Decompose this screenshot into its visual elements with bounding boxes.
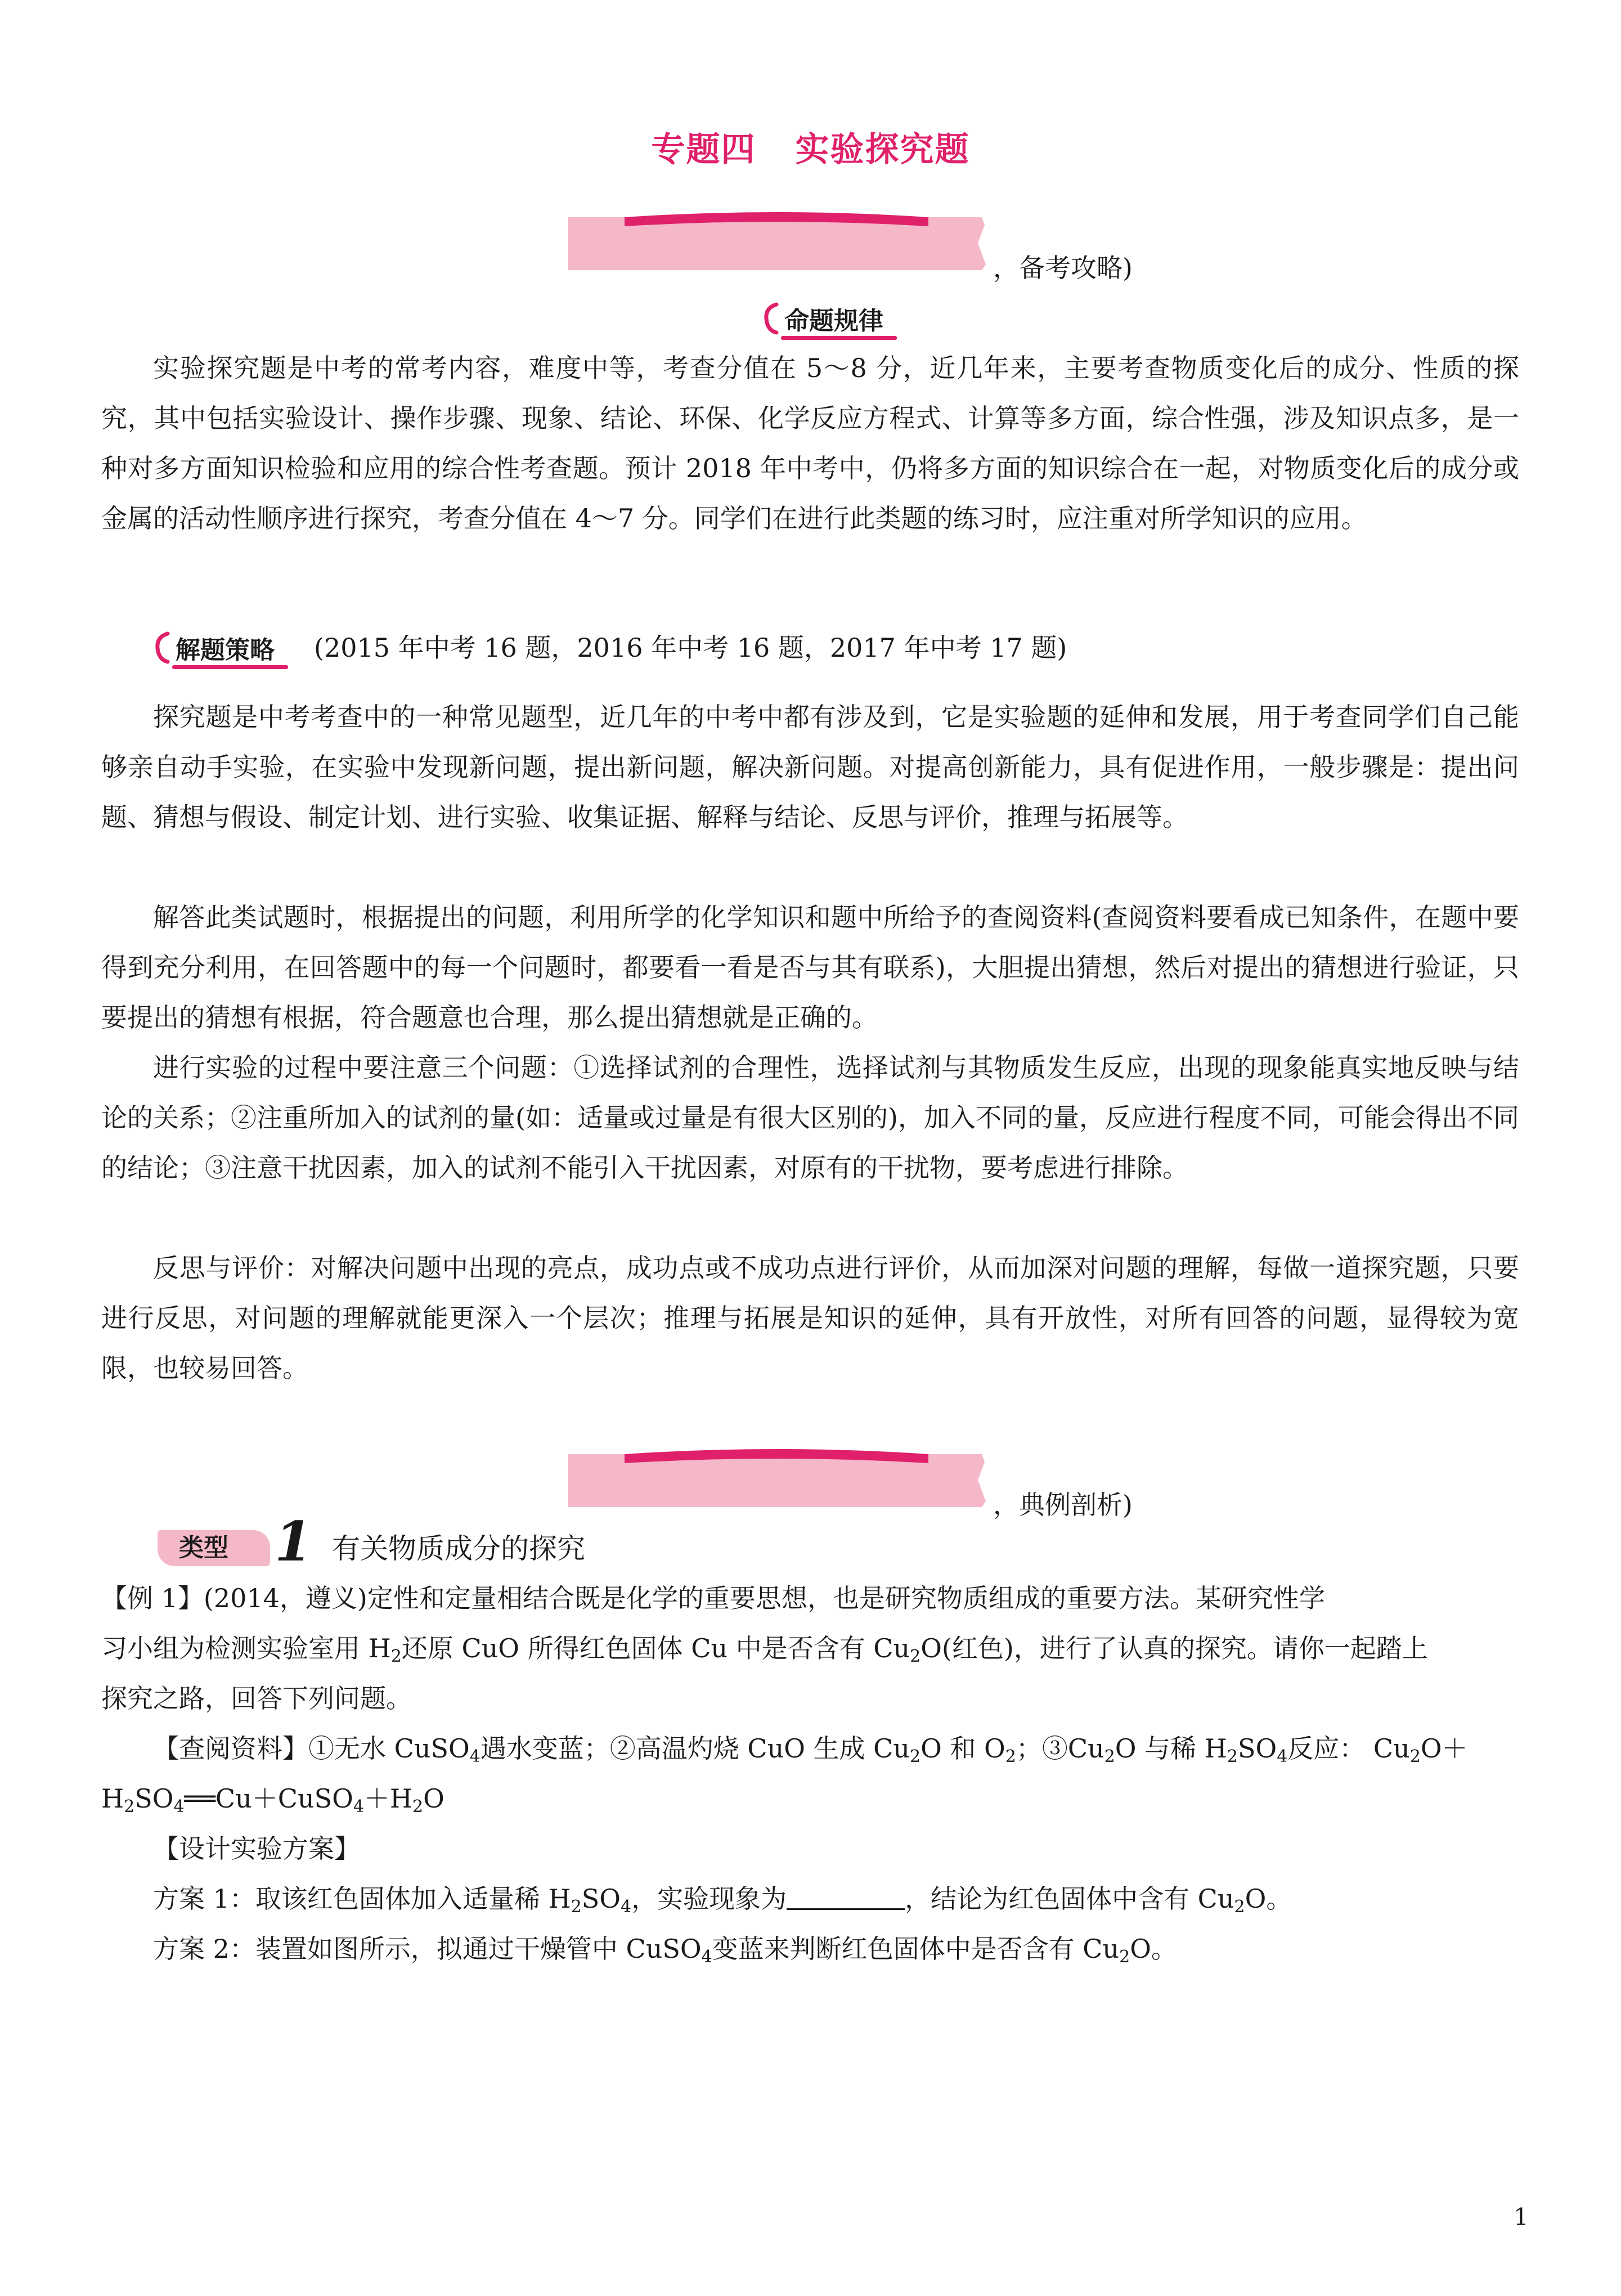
section-banner-prep xyxy=(563,209,990,277)
reaction-equation: $H_2SO_4══Cu+CuSO_4+H_2O$ xyxy=(101,1783,444,1817)
paragraph-strategy-3: 进行实验的过程中要注意三个问题：①选择试剂的合理性，选择试剂与其物质发生反应，出现的现象能真实地反映与结论的关系；②注重所加入的试剂的量(如：适量或过量是有很大区别的)，加入不同的量，反应进行程度不同，可能会得出不同的结论；③注意干扰因素，加入的试剂不能引入干扰因素，对原有的干扰物，要考虑进行排除。 xyxy=(101,1052,1519,1183)
banner-ribbon-icon xyxy=(563,209,990,277)
tag-mingti-guilu xyxy=(764,301,887,336)
paragraph-rule: 实验探究题是中考的常考内容，难度中等，考查分值在 5～8 分，近几年来，主要考查物质变化后的成分、性质的探究，其中包括实验设计、操作步骤、现象、结论、环保、化学反应方程式、计算等多方面，综合性强，涉及知识点多，是一种对多方面知识检验和应用的综合性考查题。预计 2018 年中考中，仍将多方面的知识综合在一起，对物质变化后的成分或金属的活动性顺序进行探究，考查分值在 4～7 分。同学们在进行此类题的练习时，应注重对所学知识的应用。 xyxy=(101,353,1519,533)
title-part-1: 专题四 xyxy=(651,130,756,169)
strategy-exam-note: (2015 年中考 16 题，2016 年中考 16 题，2017 年中考 17 题) xyxy=(314,633,1067,663)
tag-label: 解题策略 xyxy=(172,630,278,666)
type-number: 1 xyxy=(275,1510,312,1573)
curl-icon xyxy=(155,631,170,664)
plan-1: 方案 1：取该红色固体加入适量稀 $H_2SO_4$，实验现象为 ，结论为红色固体中含有 $Cu_2O$。 xyxy=(153,1884,1292,1917)
page-number: 1 xyxy=(1514,2203,1529,2231)
type-title: 有关物质成分的探究 xyxy=(332,1532,585,1565)
section-banner-examples xyxy=(563,1446,990,1514)
paragraph-strategy-4: 反思与评价：对解决问题中出现的亮点，成功点或不成功点进行评价，从而加深对问题的理解，每做一道探究题，只要进行反思，对问题的理解就能更深入一个层次；推理与拓展是知识的延伸，具有开放性，对所有回答的问题，显得较为宽限，也较易回答。 xyxy=(101,1253,1519,1383)
paragraph-strategy-2: 解答此类试题时，根据提出的问题，利用所学的化学知识和题中所给予的查阅资料(查阅资料要看成已知条件，在题中要得到充分利用，在回答题中的每一个问题时，都要看一看是否与其有联系)，大胆提出猜想，然后对提出的猜想进行验证，只要提出的猜想有根据，符合题意也合理，那么提出猜想就是正确的。 xyxy=(101,902,1519,1033)
tag-label: 命题规律 xyxy=(781,301,887,337)
answer-blank[interactable] xyxy=(787,1886,905,1910)
example1-line-3: 探究之路，回答下列问题。 xyxy=(101,1683,412,1714)
design-heading: 【设计实验方案】 xyxy=(153,1833,360,1864)
example1-line-1: 【例 1】(2014，遵义)定性和定量相结合既是化学的重要思想，也是研究物质组成的重要方法。某研究性学 xyxy=(101,1583,1325,1613)
paragraph-strategy-1: 探究题是中考考查中的一种常见题型，近几年的中考中都有涉及到，它是实验题的延伸和发展，用于考查同学们自己能够亲自动手实验，在实验中发现新问题，提出新问题，解决新问题。对提高创新能力，具有促进作用，一般步骤是：提出问题、猜想与假设、制定计划、进行实验、收集证据、解释与结论、反思与评价，推理与拓展等。 xyxy=(101,702,1519,832)
banner-caption-prep: ，备考攻略) xyxy=(993,253,1133,283)
plan-2: 方案 2：装置如图所示，拟通过干燥管中 CuSO$_4$变蓝来判断红色固体中是否含有 $Cu_2O$。 xyxy=(153,1934,1177,1967)
reference-material: 【查阅资料】①无水 CuSO$_4$遇水变蓝；②高温灼烧 CuO 生成 $Cu_2O$ 和 $O_2$；$③Cu_2O$ 与稀 $H_2SO_4$反应： $Cu_2O+$ xyxy=(153,1733,1468,1766)
banner-ribbon-icon xyxy=(563,1446,990,1514)
banner-caption-examples: ，典例剖析) xyxy=(993,1490,1133,1520)
curl-icon xyxy=(764,302,779,335)
type-badge: 类型 xyxy=(158,1530,270,1566)
page-title xyxy=(0,123,1621,171)
example1-line-2: 习小组为检测实验室用 $H_2$还原 CuO 所得红色固体 Cu 中是否含有 $Cu_2O$(红色)，进行了认真的探究。请你一起踏上 xyxy=(101,1633,1428,1666)
title-part-2: 实验探究题 xyxy=(795,130,970,169)
tag-jieti-celue xyxy=(155,630,278,665)
